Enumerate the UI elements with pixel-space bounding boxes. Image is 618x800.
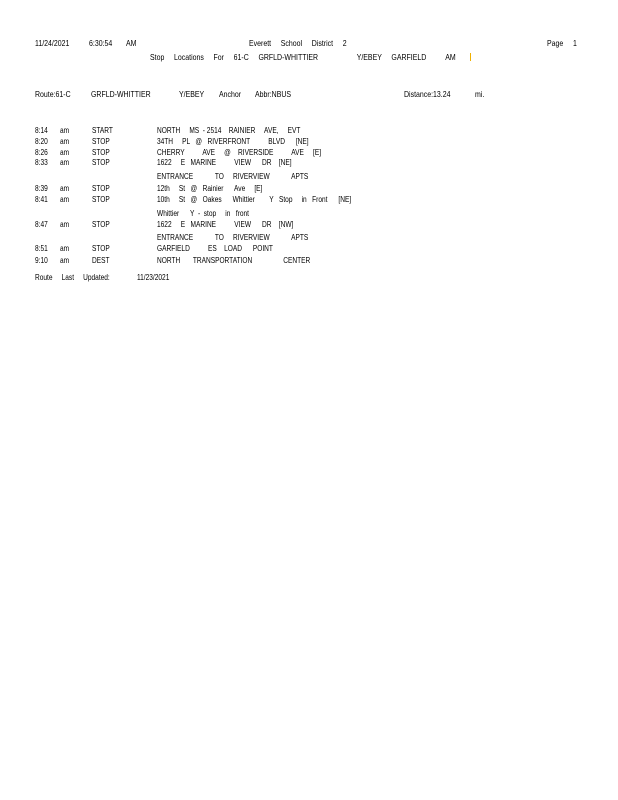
stop-location: NORTH MS - 2514 RAINIER AVE, EVT [157, 126, 301, 135]
stop-time: 9:10 [35, 256, 48, 265]
route-anchor: Anchor [219, 89, 242, 99]
route-distance: Distance:13.24 [404, 89, 451, 99]
route-abbr: Abbr:NBUS [255, 89, 292, 99]
stop-time: 8:41 [35, 195, 48, 204]
route-name: GRFLD-WHITTIER [91, 89, 151, 99]
stop-type: START [92, 126, 113, 135]
page-number: 1 [573, 38, 577, 48]
stop-time: 8:51 [35, 244, 48, 253]
report-title: Stop Locations For 61-C GRFLD-WHITTIER Y/EBEY GARFIELD AM [150, 52, 456, 62]
stop-type: STOP [92, 158, 110, 167]
stop-location: NORTH TRANSPORTATION CENTER [157, 256, 311, 265]
route-direction: Y/EBEY [179, 89, 205, 99]
footer-date: 11/23/2021 [137, 273, 170, 282]
text-cursor [470, 53, 471, 61]
stop-location: ENTRANCE TO RIVERVIEW APTS [157, 172, 309, 181]
stop-location: 1622 E MARINE VIEW DR [NE] [157, 158, 292, 167]
stop-type: STOP [92, 137, 110, 146]
stop-type: STOP [92, 148, 110, 157]
footer-label: Route Last Updated: [35, 273, 110, 282]
route-distance-unit: mi. [475, 89, 485, 99]
stop-ampm: am [60, 256, 70, 265]
stop-ampm: am [60, 220, 70, 229]
stop-type: STOP [92, 184, 110, 193]
stop-location: 10th St @ Oakes Whittier Y Stop in Front [NE] [157, 195, 352, 204]
stop-ampm: am [60, 137, 70, 146]
stop-time: 8:26 [35, 148, 48, 157]
stop-ampm: am [60, 158, 70, 167]
stop-time: 8:14 [35, 126, 48, 135]
stop-ampm: am [60, 244, 70, 253]
stop-ampm: am [60, 148, 70, 157]
stop-ampm: am [60, 184, 70, 193]
stop-time: 8:47 [35, 220, 48, 229]
stop-time: 8:33 [35, 158, 48, 167]
stop-type: DEST [92, 256, 110, 265]
report-date: 11/24/2021 [35, 38, 70, 48]
stop-location: GARFIELD ES LOAD POINT [157, 244, 273, 253]
stop-ampm: am [60, 195, 70, 204]
stop-location: Whittier Y - stop in front [157, 209, 249, 218]
stop-type: STOP [92, 244, 110, 253]
stop-type: STOP [92, 220, 110, 229]
stop-location: 12th St @ Rainier Ave [E] [157, 184, 263, 193]
report-time: 6:30:54 [89, 38, 113, 48]
stop-type: STOP [92, 195, 110, 204]
page-label: Page [547, 38, 564, 48]
route-id: Route:61-C [35, 89, 71, 99]
stop-time: 8:20 [35, 137, 48, 146]
district-name: Everett School District 2 [249, 38, 347, 48]
stop-location: ENTRANCE TO RIVERVIEW APTS [157, 233, 309, 242]
stop-location: 34TH PL @ RIVERFRONT BLVD [NE] [157, 137, 309, 146]
stop-location: CHERRY AVE @ RIVERSIDE AVE [E] [157, 148, 322, 157]
stop-time: 8:39 [35, 184, 48, 193]
report-ampm: AM [126, 38, 137, 48]
stop-location: 1622 E MARINE VIEW DR [NW] [157, 220, 294, 229]
stop-ampm: am [60, 126, 70, 135]
